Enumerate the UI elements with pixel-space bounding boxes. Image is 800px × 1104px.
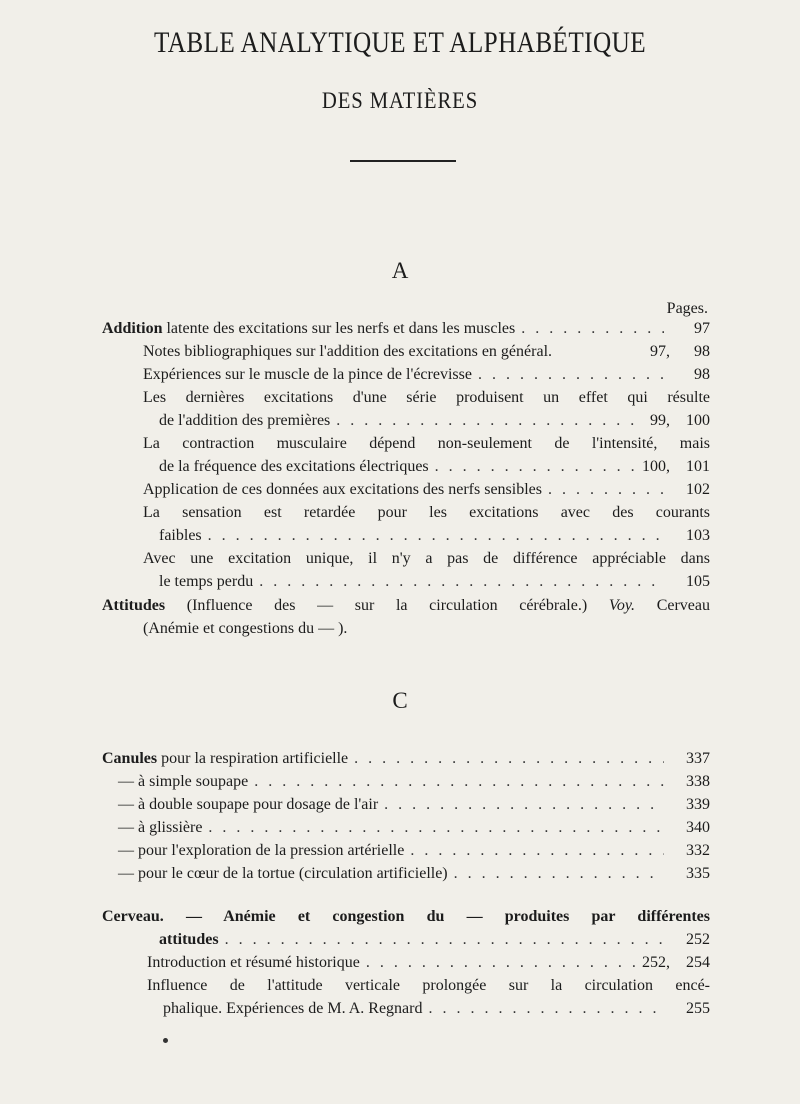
page-number: 103: [686, 527, 710, 544]
entry-text: le temps perdu: [159, 573, 254, 590]
page-number: 339: [686, 796, 710, 813]
dot-leader: [336, 412, 644, 430]
entry-text: (Anémie et congestions du — ).: [143, 620, 348, 637]
index-subentry-continuation: [159, 412, 710, 434]
page-title: TABLE ANALYTIQUE ET ALPHABÉTIQUE: [153, 26, 647, 59]
page-subtitle: DES MATIÈRES: [321, 88, 479, 113]
index-subentry: [118, 796, 710, 818]
index-entry-attitudes: [102, 597, 710, 619]
dot-leader: [225, 931, 664, 949]
index-subentry-line: [143, 435, 710, 457]
index-subentry: [118, 819, 710, 841]
title-divider: [350, 160, 456, 162]
entry-text: Expériences sur le muscle de la pince de l'écrevisse: [143, 366, 472, 383]
page-number: 254: [686, 954, 710, 971]
index-subentry: [143, 343, 710, 365]
dot-leader: [354, 750, 664, 768]
entry-text: attitudes: [159, 931, 219, 948]
index-subentry-line: [143, 504, 710, 526]
index-subentry-continuation: [163, 1000, 710, 1022]
page-number: 335: [686, 865, 710, 882]
page-number: 332: [686, 842, 710, 859]
index-entry-canules: [102, 750, 710, 772]
index-entry-addition: [102, 320, 710, 342]
dot-leader: [208, 819, 664, 837]
page-number: 98: [694, 343, 710, 360]
entry-text: Avec une excitation unique, il n'y a pas de différence appréciable dans: [143, 550, 710, 567]
dot-leader: [435, 458, 636, 476]
entry-heading: Cerveau.: [102, 908, 164, 925]
entry-heading: Attitudes: [102, 597, 166, 614]
page-number: 337: [686, 750, 710, 767]
entry-text: — à simple soupape: [118, 773, 249, 790]
entry-text: La sensation est retardée pour les excitations avec des courants: [143, 504, 710, 521]
dot-leader: [259, 573, 664, 591]
section-letter-c: C: [392, 688, 408, 713]
entry-heading: Canules: [102, 750, 158, 767]
ink-spot: [163, 1038, 168, 1043]
entry-text: Les dernières excitations d'une série produisent un effet qui résulte: [143, 389, 710, 406]
page-number: 338: [686, 773, 710, 790]
dot-leader: [384, 796, 664, 814]
page-number: 102: [686, 481, 710, 498]
entry-text: (Influence des — sur la circulation cérébrale.): [165, 597, 609, 614]
dot-leader: [478, 366, 664, 384]
entry-text: de l'addition des premières: [159, 412, 331, 429]
page-number: 101: [686, 458, 710, 475]
index-subentry: [143, 366, 710, 388]
entry-text: — Anémie et congestion du — produites par différentes: [163, 908, 710, 925]
dot-leader: [254, 773, 664, 791]
page-number-start: 100,: [642, 458, 670, 475]
page-number: 105: [686, 573, 710, 590]
page-number-start: 99,: [650, 412, 670, 429]
entry-text: Influence de l'attitude verticale prolongée sur la circulation encé-: [147, 977, 710, 994]
entry-text: faibles: [159, 527, 202, 544]
entry-text: Introduction et résumé historique: [147, 954, 360, 971]
index-subentry-continuation: [159, 458, 710, 480]
entry-text: Application de ces données aux excitations des nerfs sensibles: [143, 481, 542, 498]
entry-text: latente des excitations sur les nerfs et dans les muscles: [162, 320, 516, 337]
cross-reference: Voy.: [608, 597, 636, 614]
entry-text: La contraction musculaire dépend non-seulement de l'intensité, mais: [143, 435, 710, 452]
index-subentry-line: [143, 389, 710, 411]
entry-text: — à glissière: [118, 819, 203, 836]
dot-leader: [548, 481, 664, 499]
index-subentry: [118, 865, 710, 887]
entry-text: — pour l'exploration de la pression artérielle: [118, 842, 405, 859]
index-subentry-continuation: [159, 527, 710, 549]
dot-leader: [428, 1000, 664, 1018]
page-number-start: 97,: [650, 343, 670, 360]
entry-heading: Addition: [102, 320, 163, 337]
page-number: 340: [686, 819, 710, 836]
dot-leader: [208, 527, 664, 545]
dot-leader: [410, 842, 664, 860]
index-entry-continuation: [159, 931, 710, 953]
page-number-start: 252,: [642, 954, 670, 971]
entry-text: phalique. Expériences de M. A. Regnard: [163, 1000, 423, 1017]
page-number: 255: [686, 1000, 710, 1017]
entry-text: pour la respiration artificielle: [157, 750, 349, 767]
entry-text: — pour le cœur de la tortue (circulation artificielle): [118, 865, 448, 882]
index-subentry-line: [147, 977, 710, 999]
dot-leader: [366, 954, 636, 972]
index-subentry-continuation: [159, 573, 710, 595]
page-number: 98: [694, 366, 710, 383]
entry-text: de la fréquence des excitations électriques: [159, 458, 429, 475]
pages-column-label: Pages.: [666, 300, 708, 317]
index-subentry: [118, 842, 710, 864]
section-letter-a: A: [391, 258, 409, 283]
page-number: 97: [694, 320, 710, 337]
entry-text: Notes bibliographiques sur l'addition des excitations en général.: [143, 343, 553, 360]
dot-leader: [454, 865, 664, 883]
page-number: 100: [686, 412, 710, 429]
index-subentry-line: [143, 550, 710, 572]
index-entry-continuation: [143, 620, 710, 642]
index-subentry: [147, 954, 710, 976]
entry-text: — à double soupape pour dosage de l'air: [118, 796, 379, 813]
dot-leader: [521, 320, 664, 338]
entry-text: Cerveau: [635, 597, 711, 614]
index-subentry: [118, 773, 710, 795]
index-entry-cerveau: [102, 908, 710, 930]
index-subentry: [143, 481, 710, 503]
page-number: 252: [686, 931, 710, 948]
